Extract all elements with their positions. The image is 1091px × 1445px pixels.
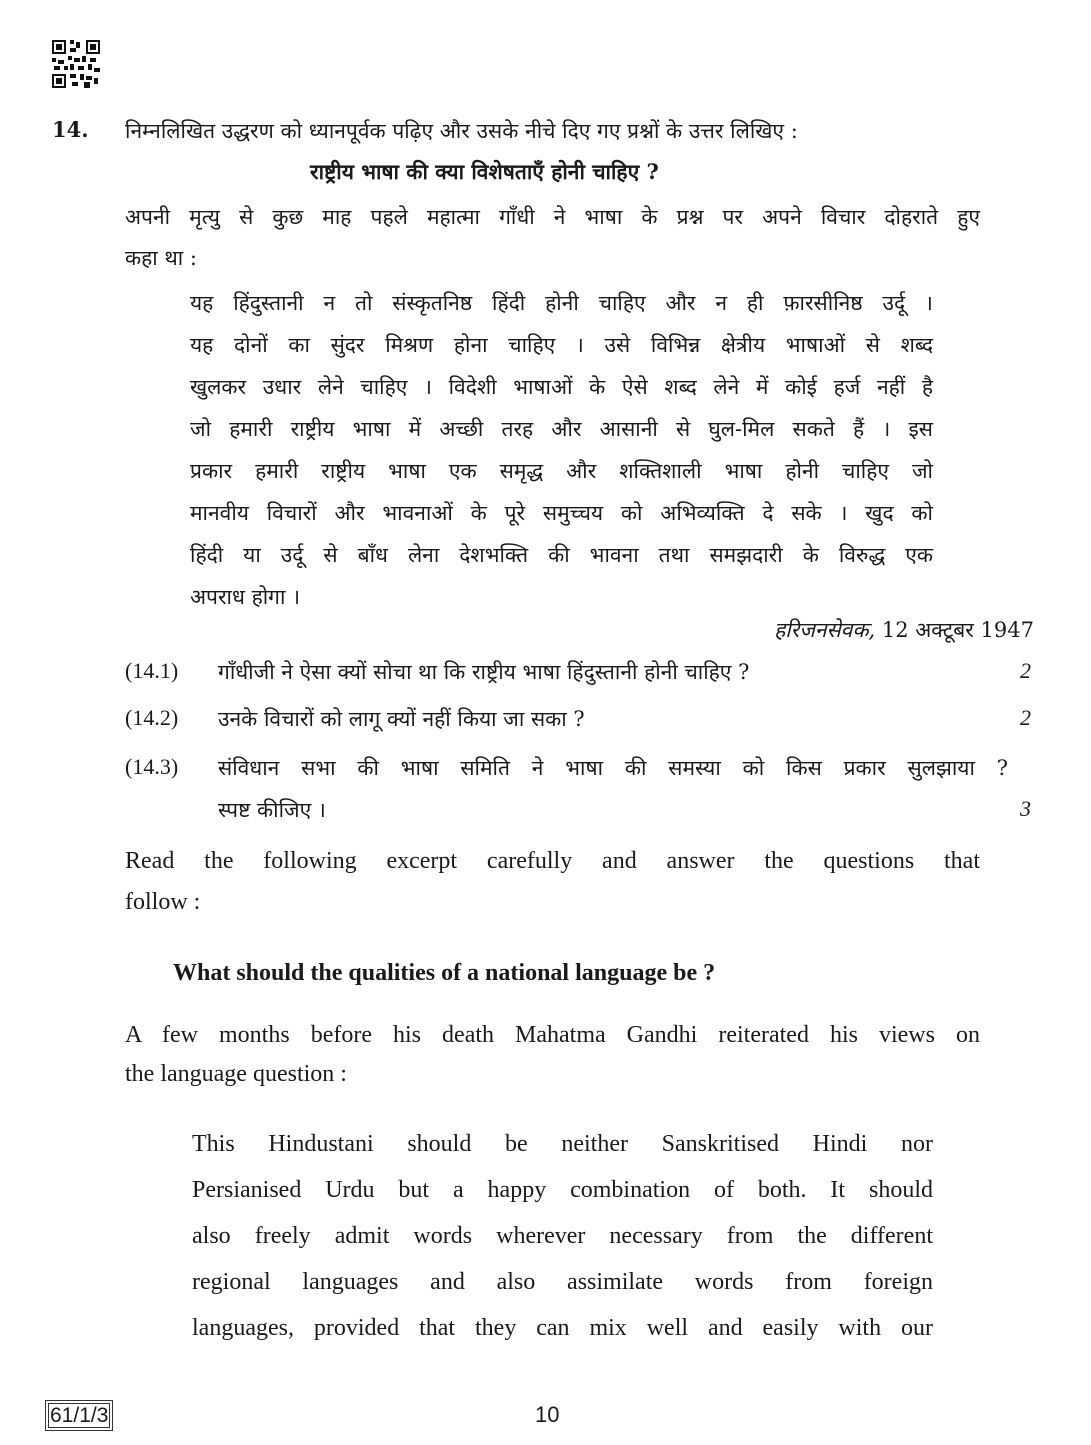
source-name: हरिजनसेवक, <box>774 618 876 642</box>
marks: 2 <box>1020 705 1031 730</box>
subquestion-number: (14.1) <box>125 658 179 683</box>
marks: 2 <box>1020 658 1031 683</box>
question-number: 14. <box>52 117 89 142</box>
source-date: 12 अक्टूबर 1947 <box>875 618 1034 642</box>
quote-hi-line: यह दोनों का सुंदर मिश्रण होना चाहिए । उसे विभिन्न क्षेत्रीय भाषाओं से शब्द <box>190 333 933 357</box>
subquestion-text: उनके विचारों को लागू क्यों नहीं किया जा सका ? <box>218 707 585 731</box>
heading-en: What should the qualities of a national language be ? <box>173 960 716 986</box>
instruction-en-line: Read the following excerpt carefully and answer the questions that <box>125 848 980 874</box>
quote-en-line: also freely admit words wherever necessary from the different <box>192 1223 933 1249</box>
subquestion-number: (14.2) <box>125 705 179 730</box>
page-number: 10 <box>535 1402 560 1427</box>
intro-hi-line: अपनी मृत्यु से कुछ माह पहले महात्मा गाँधी ने भाषा के प्रश्न पर अपने विचार दोहराते हुए <box>125 205 980 229</box>
subquestion-text-continued: स्पष्ट कीजिए । <box>218 798 326 822</box>
quote-hi-line: अपराध होगा । <box>190 585 301 609</box>
quote-en-line: regional languages and also assimilate words from foreign <box>192 1269 933 1295</box>
subquestion-number: (14.3) <box>125 754 179 779</box>
instruction-hi: निम्नलिखित उद्धरण को ध्यानपूर्वक पढ़िए और उसके नीचे दिए गए प्रश्नों के उत्तर लिखिए : <box>125 119 798 143</box>
quote-hi-line: जो हमारी राष्ट्रीय भाषा में अच्छी तरह और आसानी से घुल-मिल सकते हैं । इस <box>190 417 933 441</box>
instruction-en-line: follow : <box>125 889 201 915</box>
paper-code: 61/1/3 <box>45 1400 113 1431</box>
quote-hi-line: मानवीय विचारों और भावनाओं के पूरे समुच्चय को अभिव्यक्ति दे सके । खुद को <box>190 501 933 525</box>
quote-en-line: languages, provided that they can mix well and easily with our <box>192 1315 933 1341</box>
quote-en-line: Persianised Urdu but a happy combination of both. It should <box>192 1177 933 1203</box>
quote-hi-line: प्रकार हमारी राष्ट्रीय भाषा एक समृद्ध और शक्तिशाली भाषा होनी चाहिए जो <box>190 459 933 483</box>
marks: 3 <box>1020 796 1031 821</box>
quote-hi-line: खुलकर उधार लेने चाहिए । विदेशी भाषाओं के ऐसे शब्द लेने में कोई हर्ज नहीं है <box>190 375 933 399</box>
intro-en-line: A few months before his death Mahatma Gandhi reiterated his views on <box>125 1022 980 1048</box>
quote-hi-line: हिंदी या उर्दू से बाँध लेना देशभक्ति की भावना तथा समझदारी के विरुद्ध एक <box>190 543 933 567</box>
source-citation <box>774 616 1034 644</box>
quote-hi-line: यह हिंदुस्तानी न तो संस्कृतनिष्ठ हिंदी होनी चाहिए और न ही फ़ारसीनिष्ठ उर्दू । <box>190 291 933 315</box>
qr-code-icon <box>52 40 100 88</box>
intro-en-line: the language question : <box>125 1061 347 1087</box>
quote-en-line: This Hindustani should be neither Sanskritised Hindi nor <box>192 1131 933 1157</box>
heading-hi: राष्ट्रीय भाषा की क्या विशेषताएँ होनी चाहिए ? <box>310 159 659 184</box>
subquestion-text: संविधान सभा की भाषा समिति ने भाषा की समस्या को किस प्रकार सुलझाया ? <box>218 756 1008 780</box>
subquestion-text: गाँधीजी ने ऐसा क्यों सोचा था कि राष्ट्रीय भाषा हिंदुस्तानी होनी चाहिए ? <box>218 660 750 684</box>
intro-hi-line: कहा था : <box>125 246 198 270</box>
